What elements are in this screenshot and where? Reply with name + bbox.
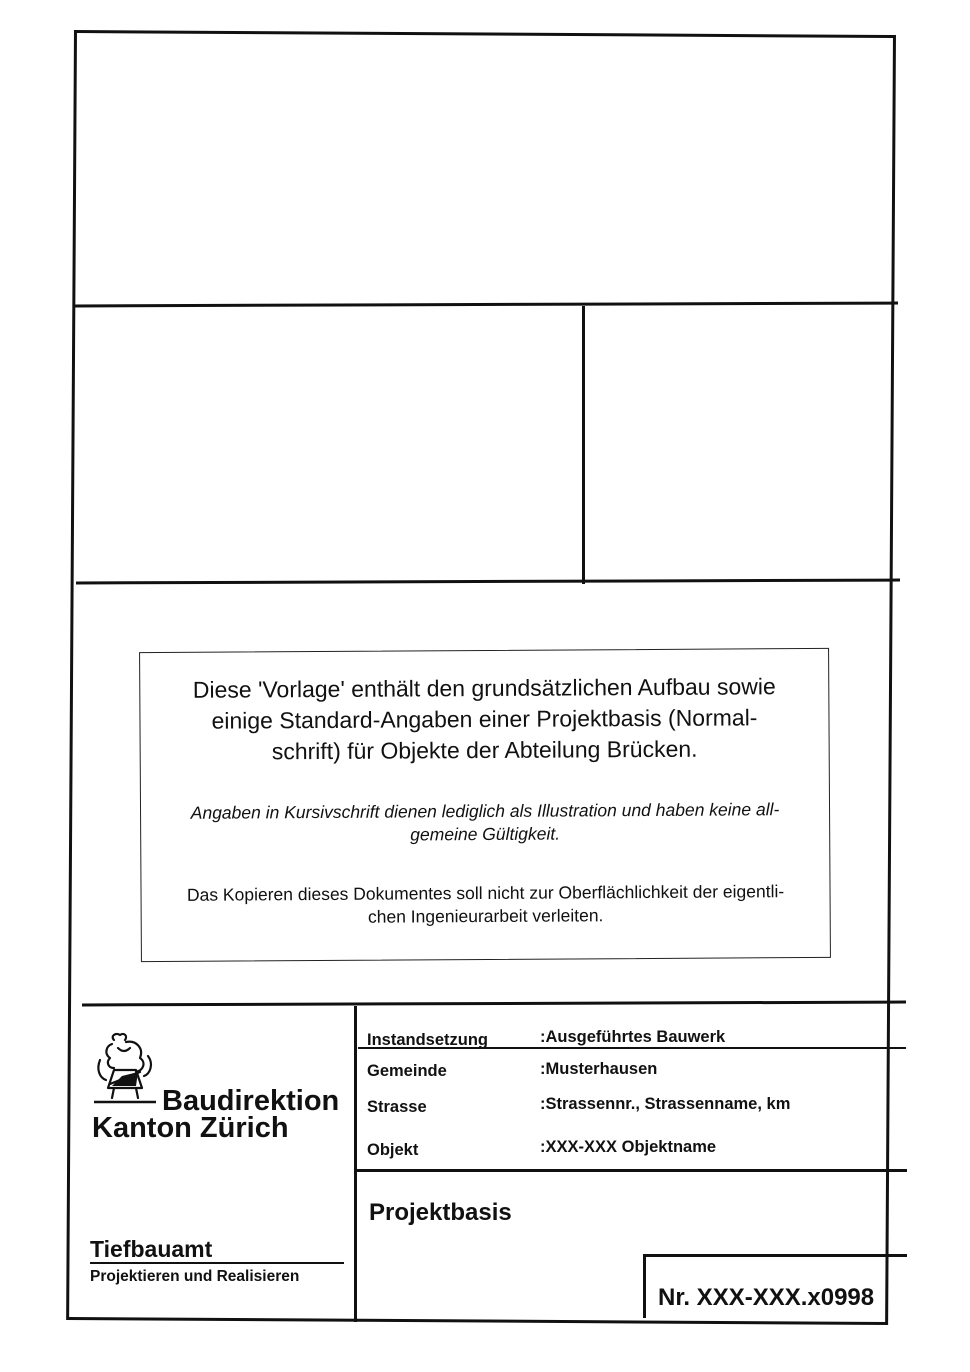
organization-name [92, 1085, 340, 1144]
notice-main-line: schrift) für Objekte der Abteilung Brücken. [271, 735, 698, 765]
notice-copy-line: Das Kopieren dieses Dokumentes soll nicht zur Oberflächlichkeit der eigentli- [186, 881, 785, 905]
notice-italic-line: gemeine Gültigkeit. [410, 823, 561, 845]
notice-copy-line: chen Ingenieurarbeit verleiten. [367, 905, 604, 927]
notice-main-line: einige Standard-Angaben einer Projektbasis (Normal- [211, 704, 758, 734]
document-number: Nr. XXX-XXX.x0998 [658, 1284, 875, 1311]
field-value-instandsetzung: :Ausgeführtes Bauwerk [540, 1028, 726, 1046]
department-name: Tiefbauamt [90, 1236, 213, 1262]
field-value-objekt: :XXX-XXX Objektname [540, 1138, 717, 1156]
field-value-gemeinde: :Musterhausen [540, 1060, 658, 1078]
template-notice-box [139, 648, 831, 962]
divider-fields-bottom [357, 1169, 907, 1172]
divider-number-box-top [643, 1254, 907, 1257]
field-label-instandsetzung: Instandsetzung [367, 1031, 489, 1049]
notice-italic-text [155, 798, 815, 848]
field-label-objekt: Objekt [367, 1141, 419, 1159]
org-line-1: Baudirektion [162, 1085, 340, 1117]
notice-main-text [158, 671, 811, 768]
department-subtitle: Projektieren und Realisieren [90, 1268, 300, 1285]
divider-image-split [582, 306, 585, 584]
org-line-2: Kanton Zürich [92, 1112, 289, 1144]
field-label-strasse: Strasse [367, 1098, 427, 1116]
department-underline [90, 1262, 344, 1264]
notice-main-line: Diese 'Vorlage' enthält den grundsätzlichen Aufbau sowie [192, 673, 776, 703]
field-value-strasse: :Strassennr., Strassenname, km [540, 1095, 791, 1113]
document-title: Projektbasis [369, 1199, 512, 1226]
divider-number-box-left [643, 1256, 646, 1318]
divider-titleblock-vertical [354, 1006, 357, 1322]
notice-copy-text [151, 880, 819, 930]
notice-italic-line: Angaben in Kursivschrift dienen lediglich als Illustration und haben keine all- [190, 799, 780, 823]
field-label-gemeinde: Gemeinde [367, 1062, 447, 1080]
